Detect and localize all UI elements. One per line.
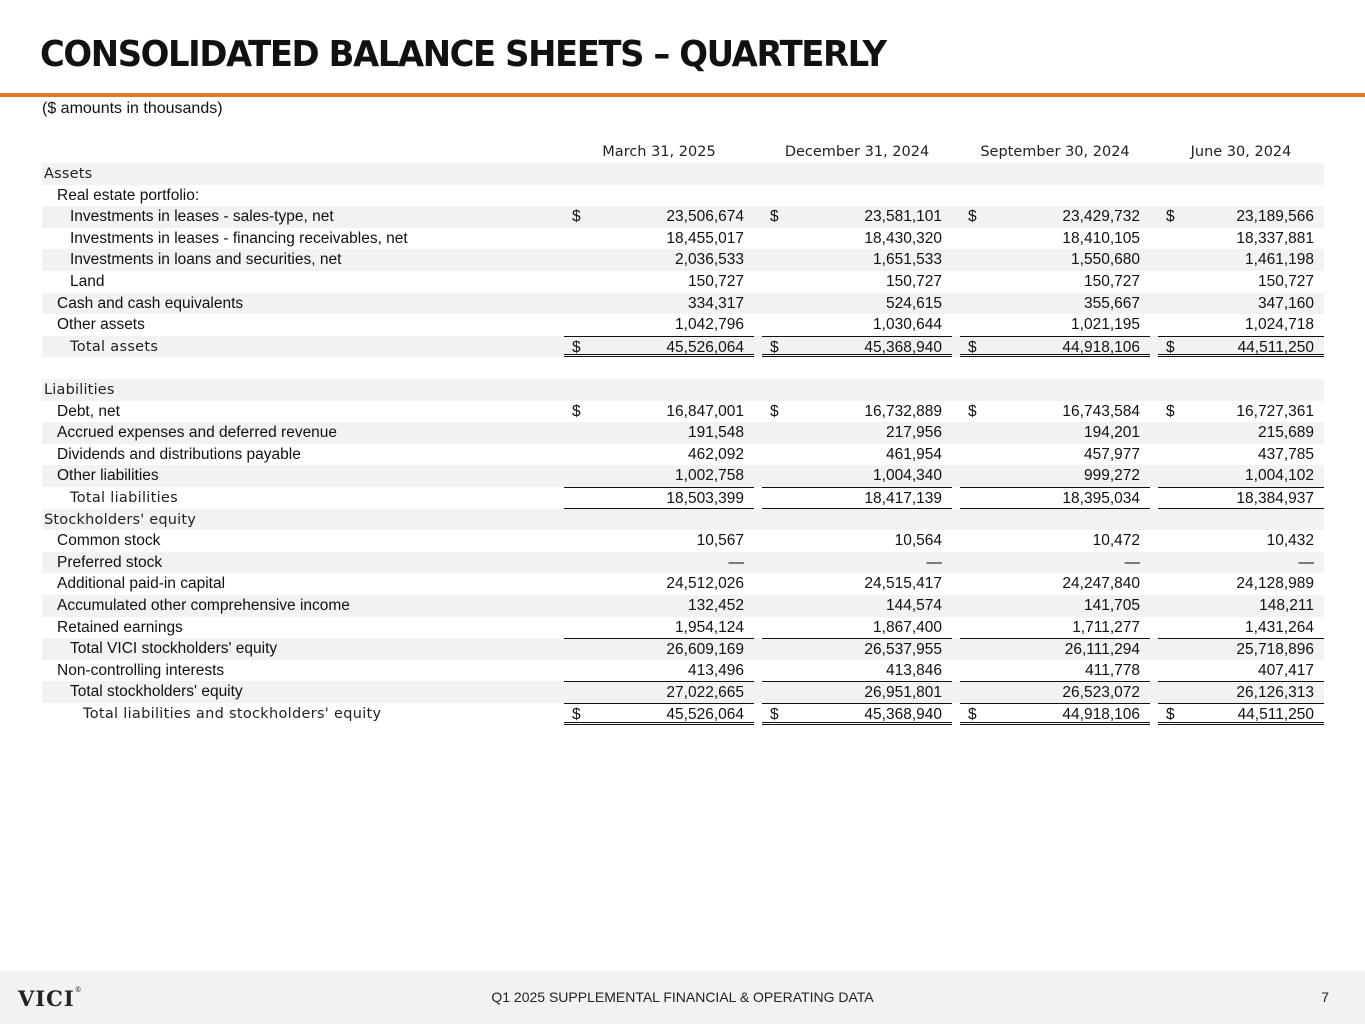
table-row (42, 573, 1324, 595)
column-header-jun-2024: June 30, 2024 (1158, 143, 1324, 165)
dollar-sign: $ (572, 208, 581, 226)
table-row (42, 465, 1324, 487)
value-cell (1158, 271, 1324, 293)
value-cell (1158, 660, 1324, 682)
cell-value: 1,042,796 (675, 316, 744, 334)
cell-value: 1,867,400 (873, 618, 942, 636)
cell-value: 150,727 (1083, 273, 1140, 290)
row-label: Retained earnings (57, 618, 183, 636)
value-cell (960, 444, 1150, 466)
cell-value: 194,201 (1083, 424, 1140, 442)
cell-value: 24,247,840 (1062, 575, 1140, 593)
value-cell (1158, 703, 1324, 725)
cell-value: 23,581,101 (864, 208, 942, 226)
value-cell (762, 228, 952, 250)
value-cell (762, 293, 952, 315)
value-cell (564, 530, 754, 552)
table-row (42, 271, 1324, 293)
value-cell (762, 638, 952, 660)
value-cell (1158, 681, 1324, 703)
value-cell (960, 552, 1150, 574)
cell-value: 44,511,250 (1237, 338, 1314, 356)
cell-value: 1,021,195 (1071, 316, 1140, 334)
value-cell (564, 573, 754, 595)
value-cell (564, 465, 754, 487)
table-row (42, 293, 1324, 315)
cell-value: 16,727,361 (1236, 402, 1314, 420)
column-header-mar-2025: March 31, 2025 (564, 143, 754, 165)
row-label: Total liabilities and stockholders' equity (83, 706, 382, 722)
value-cell (1158, 401, 1324, 423)
dollar-sign: $ (1166, 706, 1175, 723)
page-footer (0, 971, 1365, 1024)
value-cell (960, 228, 1150, 250)
table-row (42, 552, 1324, 574)
cell-value: 18,410,105 (1062, 229, 1140, 247)
table-row (42, 444, 1324, 466)
cell-value: 148,211 (1259, 597, 1314, 614)
value-cell (1158, 336, 1324, 358)
value-cell (762, 487, 952, 509)
value-cell (1158, 249, 1324, 271)
dollar-sign: $ (572, 706, 581, 723)
cell-value: 999,272 (1083, 467, 1140, 485)
table-row (42, 422, 1324, 444)
row-label: Real estate portfolio: (57, 186, 200, 204)
value-cell (762, 444, 952, 466)
value-cell (1158, 228, 1324, 250)
value-cell (564, 487, 754, 509)
cell-value: 16,743,584 (1062, 402, 1140, 420)
dollar-sign: $ (1166, 402, 1175, 420)
value-cell (960, 336, 1150, 358)
value-cell (564, 703, 754, 725)
value-cell (762, 314, 952, 336)
value-cell (960, 617, 1150, 639)
cell-value: 1,711,277 (1072, 618, 1140, 636)
cell-value: 150,727 (687, 273, 744, 290)
value-cell (960, 595, 1150, 617)
value-cell (564, 617, 754, 639)
cell-value: 45,526,064 (666, 706, 744, 723)
cell-value: 141,705 (1083, 597, 1140, 614)
table-row (42, 185, 1324, 207)
cell-value: 1,431,264 (1245, 618, 1314, 636)
row-label: Investments in loans and securities, net (70, 251, 342, 269)
value-cell (762, 401, 952, 423)
cell-value: 24,512,026 (666, 575, 744, 593)
value-cell (564, 336, 754, 358)
dollar-sign: $ (572, 338, 581, 356)
value-cell (1158, 617, 1324, 639)
row-label: Accrued expenses and deferred revenue (57, 424, 338, 442)
dollar-sign: $ (968, 706, 977, 723)
dollar-sign: $ (1166, 338, 1175, 356)
cell-value: 25,718,896 (1236, 641, 1314, 659)
cell-value: 10,564 (894, 532, 942, 550)
cell-value: 16,732,889 (864, 402, 942, 420)
cell-value: 18,337,881 (1236, 229, 1314, 247)
dollar-sign: $ (770, 208, 779, 226)
cell-value: 1,030,644 (873, 316, 942, 334)
cell-value: 23,429,732 (1062, 208, 1140, 226)
section-header-row (42, 163, 1324, 185)
cell-value: 45,368,940 (864, 338, 942, 356)
cell-value: 217,956 (885, 424, 942, 442)
dollar-sign: $ (968, 338, 977, 356)
value-cell (1158, 206, 1324, 228)
cell-value: 1,954,124 (675, 618, 744, 636)
value-cell (1158, 465, 1324, 487)
cell-value: 411,778 (1085, 661, 1140, 679)
vici-logo: VICI® (18, 986, 83, 1011)
cell-value: 355,667 (1083, 294, 1140, 312)
row-label: Assets (44, 166, 93, 182)
cell-value: 215,689 (1257, 424, 1314, 442)
value-cell (762, 681, 952, 703)
value-cell (564, 228, 754, 250)
value-cell (564, 206, 754, 228)
value-cell (762, 660, 952, 682)
dollar-sign: $ (1166, 208, 1175, 226)
value-cell (1158, 487, 1324, 509)
table-row (42, 681, 1324, 703)
cell-value: 1,002,758 (675, 467, 744, 485)
value-cell (564, 422, 754, 444)
section-header-row (42, 379, 1324, 401)
dollar-sign: $ (770, 338, 779, 356)
cell-value: — (1124, 553, 1140, 571)
cell-value: 461,954 (885, 445, 942, 463)
value-cell (564, 681, 754, 703)
cell-value: 16,847,001 (666, 402, 744, 420)
row-label: Dividends and distributions payable (57, 445, 301, 463)
cell-value: 44,918,106 (1062, 706, 1140, 723)
cell-value: 2,036,533 (675, 251, 744, 269)
table-row (42, 206, 1324, 228)
cell-value: 144,574 (885, 597, 942, 614)
cell-value: 27,022,665 (666, 684, 744, 702)
table-row (42, 595, 1324, 617)
cell-value: 150,727 (1257, 273, 1314, 290)
table-row (42, 617, 1324, 639)
value-cell (762, 617, 952, 639)
row-label: Common stock (57, 532, 161, 550)
table-row (42, 228, 1324, 250)
value-cell (960, 249, 1150, 271)
cell-value: — (728, 553, 744, 571)
cell-value: 26,951,801 (864, 684, 942, 702)
value-cell (762, 530, 952, 552)
value-cell (564, 638, 754, 660)
row-label: Non-controlling interests (57, 661, 225, 679)
cell-value: 26,523,072 (1062, 684, 1140, 702)
value-cell (762, 249, 952, 271)
table-row (42, 401, 1324, 423)
cell-value: 18,430,320 (864, 229, 942, 247)
cell-value: 132,452 (687, 597, 744, 614)
cell-value: 26,111,294 (1064, 641, 1140, 659)
table-row (42, 660, 1324, 682)
cell-value: 407,417 (1257, 661, 1314, 679)
cell-value: 347,160 (1257, 294, 1314, 312)
column-header-dec-2024: December 31, 2024 (762, 143, 952, 165)
cell-value: 26,609,169 (666, 641, 744, 659)
spacer-row (42, 357, 1324, 379)
cell-value: 23,189,566 (1236, 208, 1314, 226)
page-number: 7 (1321, 989, 1329, 1005)
cell-value: 1,651,533 (873, 251, 942, 269)
value-cell (564, 314, 754, 336)
cell-value: 18,503,399 (666, 490, 744, 507)
value-cell (1158, 293, 1324, 315)
cell-value: 10,432 (1266, 532, 1314, 550)
table-row (42, 530, 1324, 552)
row-label: Land (70, 273, 105, 290)
table-row (42, 314, 1324, 336)
cell-value: 45,526,064 (666, 338, 744, 356)
row-label: Other liabilities (57, 467, 159, 485)
cell-value: 26,126,313 (1236, 684, 1314, 702)
title-accent-rule (0, 93, 1365, 97)
value-cell (960, 271, 1150, 293)
cell-value: 24,128,989 (1236, 575, 1314, 593)
section-header-row (42, 509, 1324, 531)
cell-value: 10,567 (696, 532, 744, 550)
value-cell (762, 271, 952, 293)
cell-value: 462,092 (687, 445, 744, 463)
row-label: Total stockholders' equity (70, 683, 243, 701)
cell-value: 26,537,955 (864, 641, 942, 659)
dollar-sign: $ (770, 706, 779, 723)
cell-value: 10,472 (1092, 532, 1140, 550)
row-label: Total liabilities (70, 490, 178, 506)
table-row (42, 638, 1324, 660)
row-label: Total VICI stockholders' equity (70, 640, 278, 658)
value-cell (1158, 638, 1324, 660)
cell-value: 413,496 (687, 661, 744, 679)
row-label: Cash and cash equivalents (57, 294, 244, 312)
value-cell (960, 465, 1150, 487)
dollar-sign: $ (770, 402, 779, 420)
cell-value: 334,317 (687, 294, 744, 312)
cell-value: 524,615 (885, 294, 942, 312)
value-cell (960, 401, 1150, 423)
row-label: Total assets (70, 338, 159, 355)
cell-value: 45,368,940 (864, 706, 942, 723)
value-cell (1158, 530, 1324, 552)
dollar-sign: $ (968, 402, 977, 420)
value-cell (762, 573, 952, 595)
value-cell (564, 249, 754, 271)
value-cell (564, 552, 754, 574)
row-label: Liabilities (44, 382, 115, 398)
cell-value: 1,004,102 (1245, 467, 1314, 485)
units-note: ($ amounts in thousands) (42, 100, 223, 117)
row-label: Additional paid-in capital (57, 575, 226, 593)
cell-value: 44,511,250 (1237, 706, 1314, 723)
value-cell (960, 206, 1150, 228)
value-cell (1158, 595, 1324, 617)
row-label: Investments in leases - financing receivables, net (70, 229, 408, 247)
cell-value: 18,395,034 (1062, 490, 1140, 507)
value-cell (960, 487, 1150, 509)
cell-value: 18,384,937 (1236, 490, 1314, 507)
cell-value: — (926, 553, 942, 571)
dollar-sign: $ (968, 208, 977, 226)
table-row (42, 336, 1324, 358)
cell-value: 18,455,017 (666, 229, 744, 247)
cell-value: 1,004,340 (873, 467, 942, 485)
value-cell (960, 293, 1150, 315)
value-cell (960, 681, 1150, 703)
value-cell (1158, 444, 1324, 466)
value-cell (564, 444, 754, 466)
cell-value: 44,918,106 (1062, 338, 1140, 356)
cell-value: 191,548 (687, 424, 744, 442)
column-header-sep-2024: September 30, 2024 (960, 143, 1150, 165)
value-cell (960, 573, 1150, 595)
value-cell (762, 552, 952, 574)
value-cell (1158, 552, 1324, 574)
value-cell (762, 595, 952, 617)
value-cell (960, 660, 1150, 682)
cell-value: 413,846 (885, 661, 942, 679)
page-title: CONSOLIDATED BALANCE SHEETS – QUARTERLY (40, 34, 886, 75)
table-row (42, 487, 1324, 509)
value-cell (564, 271, 754, 293)
cell-value: 1,024,718 (1245, 316, 1314, 334)
value-cell (564, 595, 754, 617)
value-cell (960, 530, 1150, 552)
row-label: Other assets (57, 316, 145, 334)
cell-value: — (1298, 553, 1314, 571)
cell-value: 457,977 (1083, 445, 1140, 463)
cell-value: 1,550,680 (1071, 251, 1140, 269)
value-cell (1158, 573, 1324, 595)
cell-value: 23,506,674 (666, 208, 744, 226)
cell-value: 18,417,139 (864, 490, 942, 507)
value-cell (960, 703, 1150, 725)
value-cell (960, 422, 1150, 444)
row-label: Accumulated other comprehensive income (57, 597, 350, 614)
row-label: Stockholders' equity (44, 511, 197, 528)
value-cell (564, 660, 754, 682)
value-cell (564, 401, 754, 423)
table-row (42, 703, 1324, 725)
value-cell (762, 336, 952, 358)
row-label: Preferred stock (57, 553, 163, 571)
value-cell (960, 314, 1150, 336)
cell-value: 1,461,198 (1245, 251, 1314, 269)
cell-value: 437,785 (1257, 445, 1314, 463)
cell-value: 150,727 (885, 273, 942, 290)
value-cell (1158, 422, 1324, 444)
row-label: Investments in leases - sales-type, net (70, 208, 334, 226)
value-cell (762, 703, 952, 725)
dollar-sign: $ (572, 402, 581, 420)
footer-text: Q1 2025 SUPPLEMENTAL FINANCIAL & OPERATING DATA (491, 989, 874, 1005)
value-cell (1158, 314, 1324, 336)
value-cell (960, 638, 1150, 660)
cell-value: 24,515,417 (864, 575, 942, 593)
value-cell (762, 206, 952, 228)
value-cell (762, 422, 952, 444)
row-label: Debt, net (57, 402, 120, 420)
value-cell (564, 293, 754, 315)
table-row (42, 249, 1324, 271)
value-cell (762, 465, 952, 487)
